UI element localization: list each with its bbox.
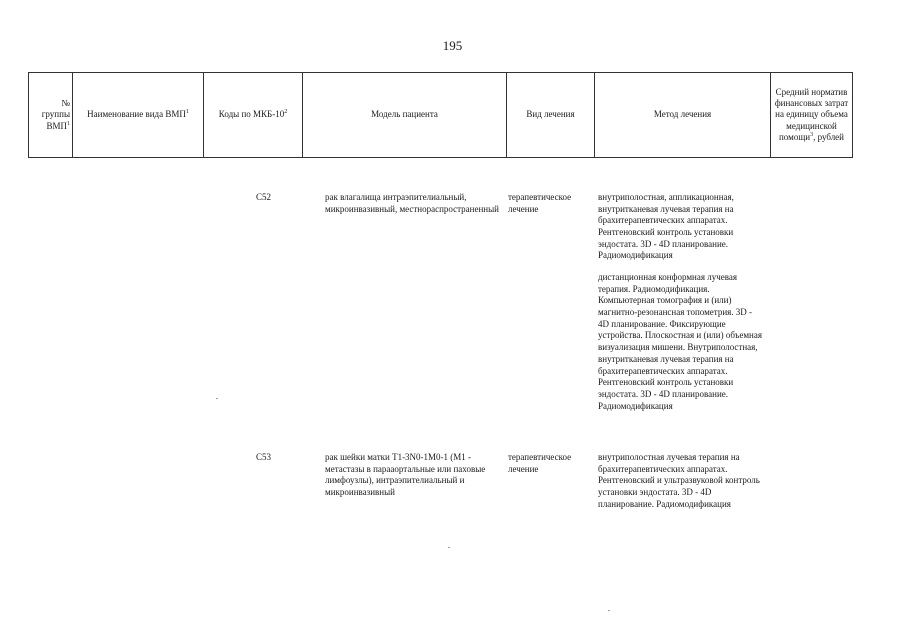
table-header <box>28 72 853 158</box>
row-c52-treatment-method-1: внутриполостная, аппликационная, внутритканевая лучевая терапия на брахитерапевтических аппаратах. Рентгеновский контроль установки эндостата. 3D - 4D планирование. Радиомодификация <box>598 192 734 261</box>
header-patient-model: Модель пациента <box>303 73 507 158</box>
row-c52-patient-model: рак влагалища интраэпителиальный, микроинвазивный, местнораспространенный <box>325 192 499 214</box>
scan-speck <box>448 547 450 548</box>
row-c52-code: C52 <box>256 192 272 202</box>
row-c52-treatment-method-2: дистанционная конформная лучевая терапия. Радиомодификация. Компьютерная томография и (или) магнитно-резонансная топометрия. 3D - 4D планирование. Фиксирующие устройства. Плоскостная и (или) объемная визуализация мишени. Внутриполостная, внутритканевая лучевая терапия на брахитерапевтических аппаратах. Рентгеновский контроль установки эндостата. 3D - 4D планирование. Радиомодификация <box>598 272 762 411</box>
header-treatment-type: Вид лечения <box>507 73 595 158</box>
scan-speck <box>608 610 610 611</box>
scan-speck <box>216 398 218 399</box>
header-group-no: № группы ВМП$^1$ <box>29 73 73 158</box>
row-c52-treatment-type: терапевтическое лечение <box>508 192 572 214</box>
page-number: 195 <box>442 38 463 53</box>
row-c53-treatment-type: терапевтическое лечение <box>508 452 572 474</box>
header-vmp-name: Наименование вида ВМП$^1$ <box>73 73 204 158</box>
header-avg-cost: Средний норматив финансовых затрат на единицу объема медицинской помощи$^3$, рублей <box>771 73 853 158</box>
row-c53-patient-model: рак шейки матки T1-3N0-1M0-1 (M1 - метастазы в парааортальные или паховые лимфоузлы), интраэпителиальный и микроинвазивный <box>325 452 486 498</box>
row-c53-treatment-method-1: внутриполостная лучевая терапия на брахитерапевтических аппаратах. Рентгеновский и ультразвуковой контроль установки эндостата. 3D - 4D планирование. Радиомодификация <box>598 452 760 509</box>
row-c53-code: C53 <box>256 452 272 462</box>
header-treatment-method: Метод лечения <box>595 73 771 158</box>
header-mkb-codes: Коды по МКБ-$10^2$ <box>204 73 303 158</box>
